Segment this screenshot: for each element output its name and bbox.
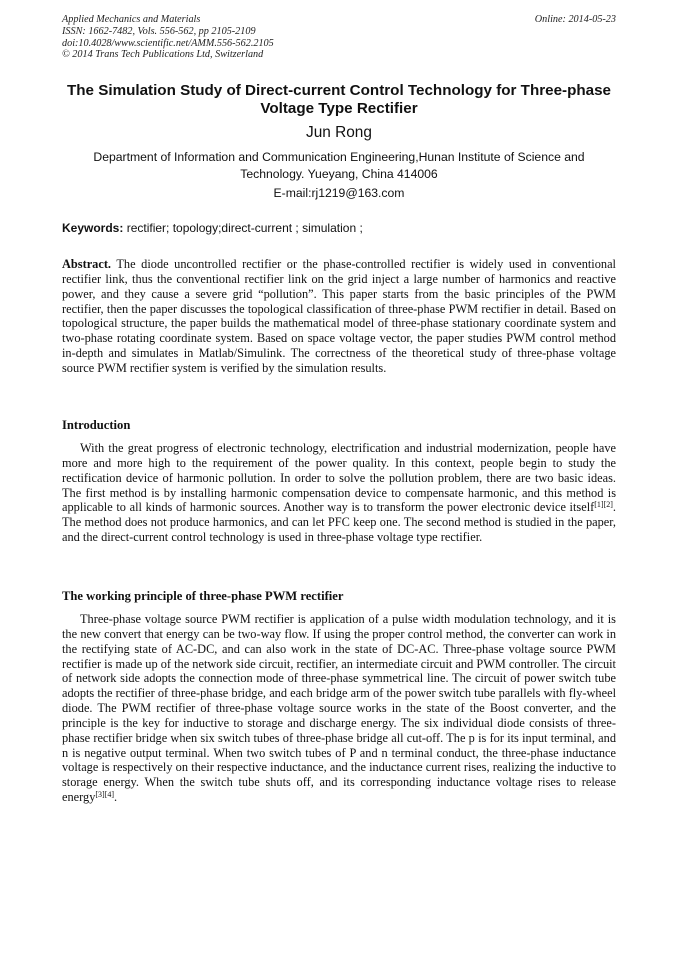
working-text-b: . [114, 790, 118, 805]
paper-title: The Simulation Study of Direct-current Control Technology for Three-phase Voltage Type Rectifier [67, 82, 611, 117]
issn-line: ISSN: 1662-7482, Vols. 556-562, pp 2105-2109 [62, 25, 256, 37]
author-email: E-mail:rj1219@163.com [273, 186, 405, 200]
keywords [62, 220, 616, 236]
citation-1-2: [1][2] [594, 500, 613, 510]
citation-3-4: [3][4] [95, 790, 115, 800]
online-date: Online: 2014-05-23 [534, 14, 616, 25]
abstract-text: The diode uncontrolled rectifier or the phase-controlled rectifier is widely used in conventional rectifier link, thus the conventional rectifier link on the grid inject a large number of harmonics and reactive power, and they cause a severe grid “pollution”. This paper starts from the basic principles of the PWM rectifier, then the paper discusses the topological classification of three-phase PWM rectifier in detail. Based on topological structure, the paper builds the mathematical model of three-phase stationary coordinate system and two-phase rotating coordinate system. Based on space voltage vector, the paper studies PWM control method in-depth and simulates in Matlab/Simulink. The correctness of the theoretical study of three-phase voltage source PWM rectifier system is verified by the simulation results. [62, 257, 616, 375]
introduction-text-a: With the great progress of electronic technology, electrification and industrial modernization, people have more and more high to the requirement of the power quality. In this context, people begin to study the rectification device of harmonic pollution. In order to solve the pollution problem, there are two basic ideas. The first method is by installing harmonic compensation device to compensate harmonic, and this method is applicable to all kinds of harmonic sources. Another way is to transform the power electronic device itself [62, 441, 616, 515]
introduction-paragraph [62, 441, 616, 545]
author-name: Jun Rong [306, 124, 372, 141]
keywords-label: Keywords: [62, 221, 124, 235]
introduction-text-b: . The method does not produce harmonics, and can let PFC keep one. The second method is studied in the paper, and the direct-current control technology is used in three-phase voltage type rectifier. [62, 500, 616, 545]
abstract-label: Abstract. [62, 257, 112, 271]
journal-name: Applied Mechanics and Materials [62, 14, 201, 25]
working-principle-heading: The working principle of three-phase PWM rectifier [62, 589, 344, 603]
copyright-line: © 2014 Trans Tech Publications Ltd, Switzerland [62, 49, 264, 61]
working-text-a: Three-phase voltage source PWM rectifier is application of a pulse width modulation technology, and it is the new convert that energy can be two-way flow. If using the proper control method, the converter can work in the rectifying state of AC-DC, and can also work in the state of DC-AC. Three-phase voltage source PWM rectifier is made up of the network side circuit, rectifier, an intermediate circuit and PWM controller. The circuit of network side adopts the connection mode of three-phase symmetrical line. The circuit of power switch tube adopts the rectifier of three-phase bridge, and each bridge arm of the power switch tube parallels with fly-wheel diode. The PWM rectifier of three-phase voltage source works in the state of the Boost converter, and the principle is the key for inductive to storage and discharge energy. The six individual diode consists of three-phase rectifier bridge when six switch tubes of three-phase bridge all cut-off. The p is for its input terminal, and n is negative output terminal. When two switch tubes of P and n terminal conduct, the three-phase inductance voltage is respectively on their respective inductance, and the inductance current rises, realizing the inductive to storage energy. When the switch tube shuts off, and its corresponding inductance voltage rises to release energy [62, 612, 616, 805]
working-principle-paragraph [62, 612, 616, 805]
journal-header [62, 14, 616, 61]
abstract [62, 257, 616, 376]
author-affiliation: Department of Information and Communication Engineering,Hunan Institute of Science and Technology. Yueyang, China 414006 [93, 150, 585, 181]
keywords-text: rectifier; topology;direct-current ; simulation ; [123, 221, 363, 235]
introduction-heading: Introduction [62, 418, 131, 432]
doi-line: doi:10.4028/www.scientific.net/AMM.556-562.2105 [62, 37, 274, 49]
